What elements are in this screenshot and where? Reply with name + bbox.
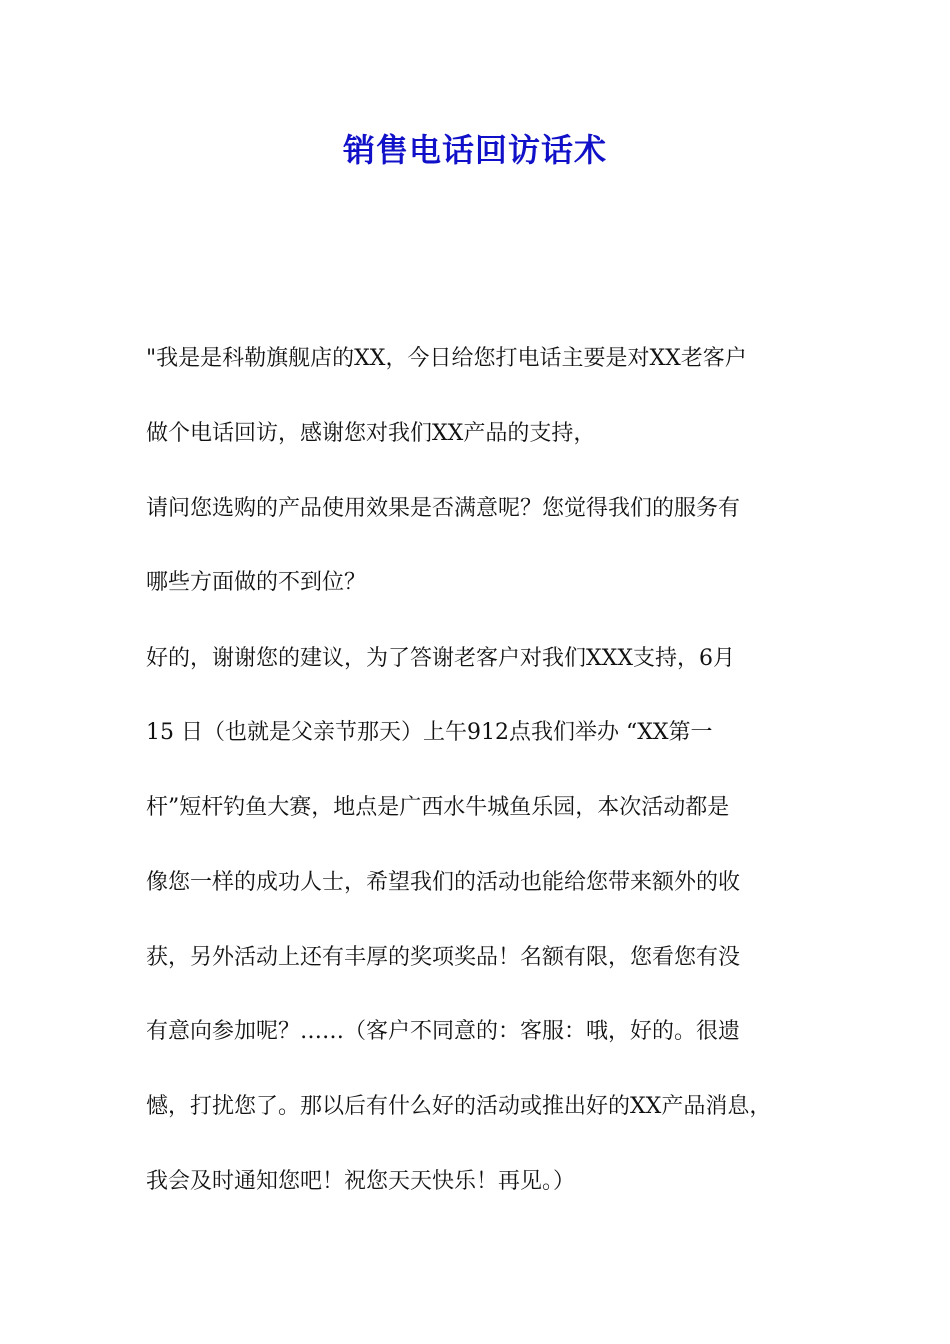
paragraph-line: 请问您选购的产品使用效果是否满意呢？您觉得我们的服务有 <box>146 496 741 521</box>
paragraph-line: 像您一样的成功人士，希望我们的活动也能给您带来额外的收 <box>146 870 741 895</box>
paragraph-line: 获，另外活动上还有丰厚的奖项奖品！名额有限，您看您有没 <box>146 945 741 970</box>
paragraph-line: "我是是科勒旗舰店的XX，今日给您打电话主要是对XX老客户 <box>146 346 747 371</box>
page-title: 销售电话回访话术 <box>342 131 607 169</box>
paragraph-line: 有意向参加呢？……（客户不同意的：客服：哦，好的。很遗 <box>146 1019 741 1044</box>
paragraph-line: 好的，谢谢您的建议，为了答谢老客户对我们XXX支持，6月 <box>146 646 735 671</box>
paragraph-line: 做个电话回访，感谢您对我们XX产品的支持， <box>146 421 596 446</box>
paragraph-line: 杆”短杆钓鱼大赛，地点是广西水牛城鱼乐园，本次活动都是 <box>146 795 730 820</box>
paragraph-line: 哪些方面做的不到位？ <box>146 570 367 595</box>
paragraph-line: 我会及时通知您吧！祝您天天快乐！再见。） <box>146 1169 576 1194</box>
paragraph-line: 15 日（也就是父亲节那天）上午912点我们举办 “XX第一 <box>146 720 713 745</box>
paragraph-line: 憾，打扰您了。那以后有什么好的活动或推出好的XX产品消息， <box>146 1094 772 1119</box>
